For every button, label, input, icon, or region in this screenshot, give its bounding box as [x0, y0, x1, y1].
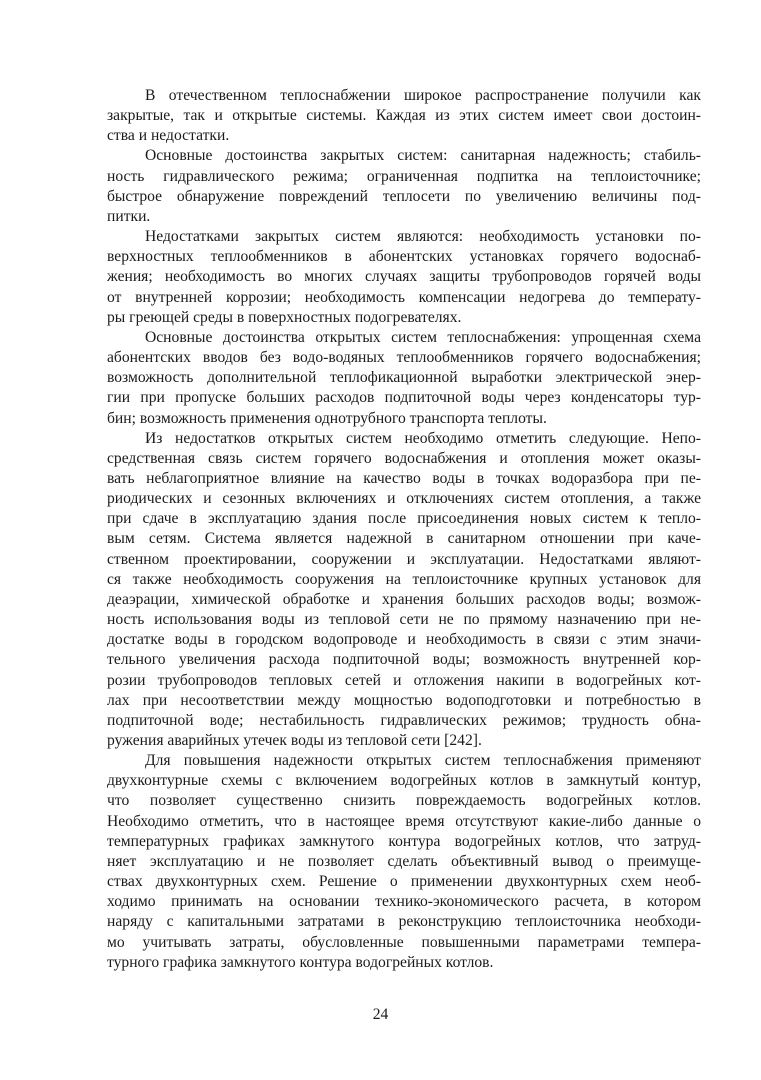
text-line: розии трубопроводов тепловых сетей и отложения накипи в водогрейных кот-	[107, 671, 701, 689]
text-line: деаэрации, химической обработке и хранения больших расходов воды; возмож-	[107, 590, 701, 608]
text-line: ры греющей среды в поверхностных подогревателях.	[107, 308, 462, 326]
text-line: при сдаче в эксплуатацию здания после присоединения новых систем к тепло-	[107, 510, 701, 528]
text-line: Для повышения надежности открытых систем теплоснабжения применяют	[145, 752, 701, 770]
paragraph	[107, 86, 701, 146]
body-text	[107, 86, 701, 973]
text-line: Основные достоинства открытых систем теплоснабжения: упрощенная схема	[145, 328, 701, 346]
text-line: ность гидравлического режима; ограниченная подпитка на теплоисточнике;	[107, 167, 701, 185]
text-line: что позволяет существенно снизить повреждаемость водогрейных котлов.	[107, 792, 701, 810]
text-line: закрытые, так и открытые системы. Каждая из этих систем имеет свои достоин-	[107, 107, 701, 125]
text-line: гии при пропуске больших расходов подпиточной воды через конденсаторы тур-	[107, 389, 701, 407]
text-line: от внутренней коррозии; необходимость компенсации недогрева до температу-	[107, 288, 701, 306]
text-line: питки.	[107, 207, 151, 225]
text-line: подпиточной воде; нестабильность гидравлических режимов; трудность обна-	[107, 711, 701, 729]
text-line: быстрое обнаружение повреждений теплосети по увеличению величины под-	[107, 187, 701, 205]
text-line: ходимо принимать на основании технико-экономического расчета, в котором	[107, 893, 701, 911]
text-line: ружения аварийных утечек воды из тепловой сети [242].	[107, 732, 482, 749]
text-line: ствах двухконтурных схем. Решение о применении двухконтурных схем необ-	[107, 873, 701, 891]
text-line: верхностных теплообменников в абонентских установках горячего водоснаб-	[107, 248, 701, 266]
page-number: 24	[372, 1006, 389, 1023]
text-line: риодических и сезонных включениях и отключениях систем отопления, а также	[107, 490, 701, 508]
text-line: вать неблагоприятное влияние на качество воды в точках водоразбора при пе-	[107, 469, 701, 487]
text-line: средственная связь систем горячего водоснабжения и отопления может оказы-	[107, 449, 701, 467]
text-line: бин; возможность применения однотрубного транспорта теплоты.	[107, 409, 547, 427]
paragraph	[107, 146, 701, 227]
text-line: лах при несоответствии между мощностью водоподготовки и потребностью в	[107, 691, 701, 709]
text-line: жения; необходимость во многих случаях защиты трубопроводов горячей воды	[107, 268, 701, 286]
text-line: достатке воды в городском водопроводе и необходимость в связи с этим значи-	[107, 631, 701, 649]
text-line: ся также необходимость сооружения на теплоисточнике крупных установок для	[107, 570, 701, 588]
text-line: абонентских вводов без водо-водяных теплообменников горячего водоснабжения;	[107, 349, 701, 367]
text-line: возможность дополнительной теплофикационной выработки электрической энер-	[107, 369, 701, 387]
text-line: няет эксплуатацию и не позволяет сделать объективный вывод о преимуще-	[107, 852, 701, 870]
text-line: турного графика замкнутого контура водогрейных котлов.	[107, 953, 494, 971]
text-line: Необходимо отметить, что в настоящее время отсутствуют какие-либо данные о	[107, 812, 701, 830]
text-line: ства и недостатки.	[107, 127, 230, 145]
text-line: ность использования воды из тепловой сети не по прямому назначению при не-	[107, 611, 701, 629]
paragraph	[107, 429, 701, 752]
text-line: двухконтурные схемы с включением водогрейных котлов в замкнутый контур,	[107, 772, 701, 790]
text-line: температурных графиках замкнутого контура водогрейных котлов, что затруд-	[107, 832, 701, 850]
paragraph	[107, 328, 701, 429]
text-line: В отечественном теплоснабжении широкое распространение получили как	[145, 87, 701, 104]
text-line: Основные достоинства закрытых систем: санитарная надежность; стабиль-	[145, 147, 701, 165]
paragraph	[107, 227, 701, 328]
text-line: наряду с капитальными затратами в реконструкцию теплоисточника необходи-	[107, 913, 701, 931]
text-line: тельного увеличения расхода подпиточной воды; возможность внутренней кор-	[107, 651, 701, 669]
text-line: вым сетям. Система является надежной в санитарном отношении при каче-	[107, 530, 701, 548]
text-line: мо учитывать затраты, обусловленные повышенными параметрами темпера-	[107, 933, 701, 951]
text-line: Недостатками закрытых систем являются: необходимость установки по-	[145, 228, 701, 246]
text-line: Из недостатков открытых систем необходимо отметить следующие. Непо-	[145, 429, 701, 447]
paragraph	[107, 751, 701, 973]
text-line: ственном проектировании, сооружении и эксплуатации. Недостатками являют-	[107, 550, 701, 568]
